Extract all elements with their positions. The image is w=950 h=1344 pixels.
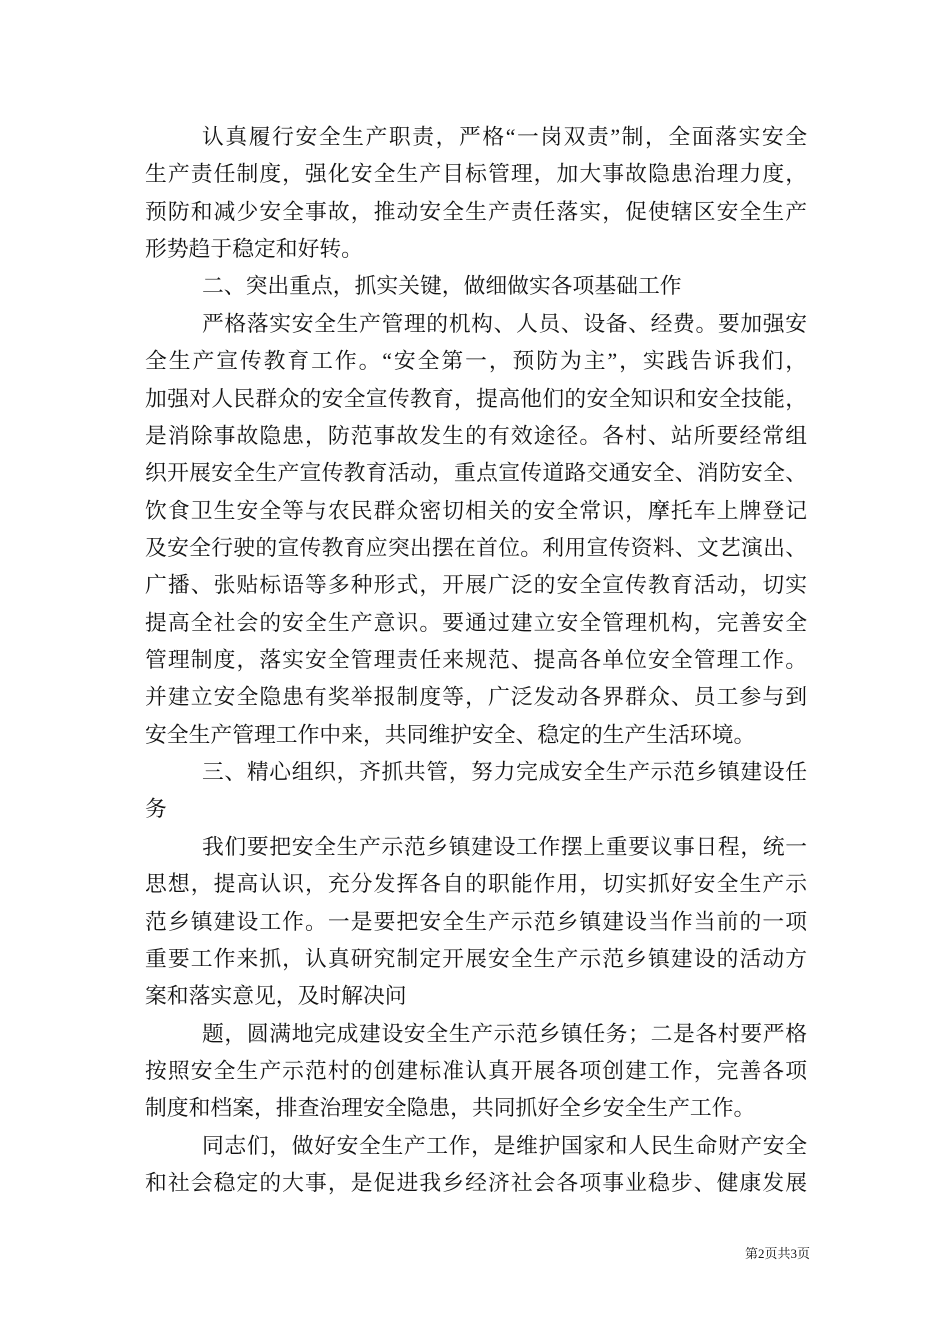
paragraph-line: 加强对人民群众的安全宣传教育，提高他们的安全知识和安全技能， bbox=[145, 386, 807, 411]
paragraph-line: 生产责任制度，强化安全生产目标管理，加大事故隐患治理力度， bbox=[145, 162, 807, 187]
paragraph bbox=[145, 1016, 807, 1128]
paragraph-line: 严格落实安全生产管理的机构、人员、设备、经费。要加强安 bbox=[202, 311, 807, 336]
paragraph-line: 题，圆满地完成建设安全生产示范乡镇任务；二是各村要严格 bbox=[202, 1021, 807, 1046]
paragraph-line: 预防和减少安全事故，推动安全生产责任落实，促使辖区安全生产 bbox=[145, 199, 807, 224]
paragraph-line: 和社会稳定的大事，是促进我乡经济社会各项事业稳步、健康发展 bbox=[145, 1171, 807, 1196]
paragraph bbox=[145, 119, 807, 268]
section-heading bbox=[145, 754, 807, 829]
paragraph bbox=[145, 306, 807, 754]
section-heading-line: 务 bbox=[145, 797, 167, 822]
paragraph-line: 饮食卫生安全等与农民群众密切相关的安全常识，摩托车上牌登记 bbox=[145, 498, 807, 523]
paragraph-line: 按照安全生产示范村的创建标准认真开展各项创建工作，完善各项 bbox=[145, 1058, 807, 1083]
paragraph-line: 同志们，做好安全生产工作，是维护国家和人民生命财产安全 bbox=[202, 1133, 807, 1158]
paragraph-line: 全生产宣传教育工作。“安全第一，预防为主”，实践告诉我们， bbox=[145, 349, 807, 374]
section-heading-line: 二、突出重点，抓实关键，做细做实各项基础工作 bbox=[202, 274, 682, 299]
paragraph-line: 制度和档案，排查治理安全隐患，共同抓好全乡安全生产工作。 bbox=[145, 1096, 756, 1121]
paragraph-line: 提高全社会的安全生产意识。要通过建立安全管理机构，完善安全 bbox=[145, 610, 807, 635]
paragraph-line: 案和落实意见，及时解决问 bbox=[145, 984, 407, 1009]
paragraph-line: 范乡镇建设工作。一是要把安全生产示范乡镇建设当作当前的一项 bbox=[145, 909, 807, 934]
paragraph-line: 织开展安全生产宣传教育活动，重点宣传道路交通安全、消防安全、 bbox=[145, 461, 807, 486]
paragraph-line: 并建立安全隐患有奖举报制度等，广泛发动各界群众、员工参与到 bbox=[145, 685, 807, 710]
paragraph-line: 重要工作来抓，认真研究制定开展安全生产示范乡镇建设的活动方 bbox=[145, 946, 807, 971]
paragraph-line: 认真履行安全生产职责，严格“一岗双责”制，全面落实安全 bbox=[202, 125, 807, 149]
paragraph-line: 我们要把安全生产示范乡镇建设工作摆上重要议事日程，统一 bbox=[202, 834, 807, 859]
paragraph-line: 及安全行驶的宣传教育应突出摆在首位。利用宣传资料、文艺演出、 bbox=[145, 535, 807, 560]
document-body bbox=[145, 119, 807, 1202]
paragraph-line: 形势趋于稳定和好转。 bbox=[145, 237, 363, 262]
paragraph-line: 思想，提高认识，充分发挥各自的职能作用，切实抓好安全生产示 bbox=[145, 872, 807, 897]
paragraph bbox=[145, 829, 807, 1016]
paragraph-line: 是消除事故隐患，防范事故发生的有效途径。各村、站所要经常组 bbox=[145, 423, 807, 448]
paragraph-line: 安全生产管理工作中来，共同维护安全、稳定的生产生活环境。 bbox=[145, 722, 756, 747]
paragraph-line: 管理制度，落实安全管理责任来规范、提高各单位安全管理工作。 bbox=[145, 648, 807, 673]
paragraph bbox=[145, 1128, 807, 1203]
section-heading bbox=[145, 268, 807, 305]
paragraph-line: 广播、张贴标语等多种形式，开展广泛的安全宣传教育活动，切实 bbox=[145, 573, 807, 598]
page-number: 第2页共3页 bbox=[744, 1246, 810, 1261]
section-heading-line: 三、精心组织，齐抓共管，努力完成安全生产示范乡镇建设任 bbox=[202, 760, 807, 785]
